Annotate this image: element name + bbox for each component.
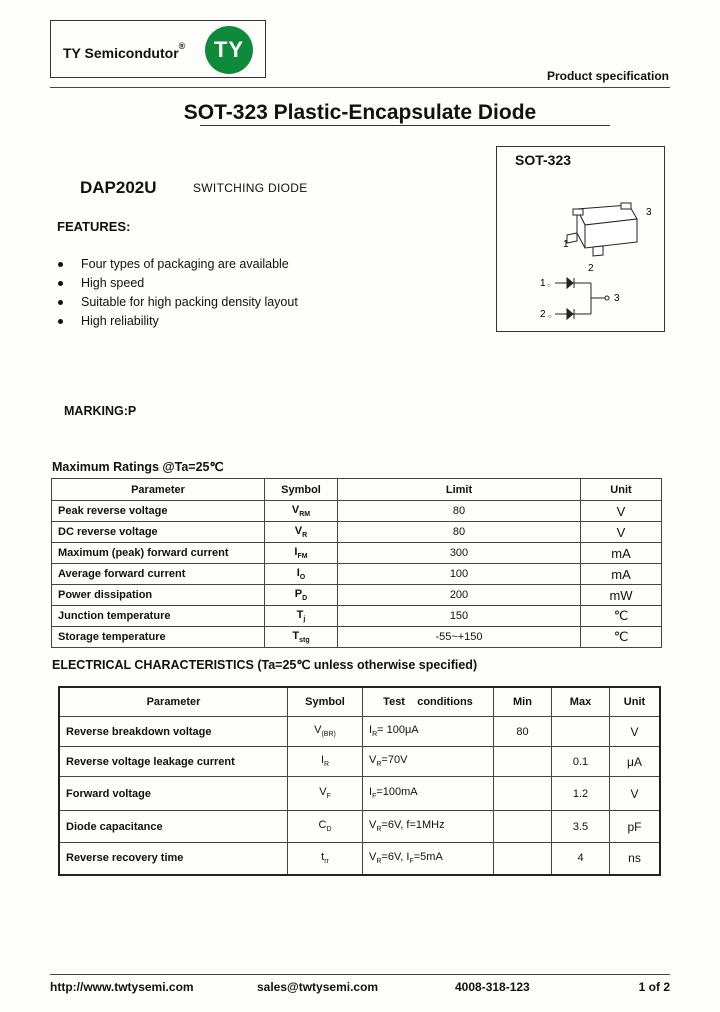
table-cell: Reverse breakdown voltage	[59, 717, 288, 747]
bullet-icon	[58, 262, 63, 267]
table-cell: 1.2	[552, 777, 610, 811]
electrical-table	[58, 686, 661, 876]
table-cell: $T_j$	[265, 606, 338, 627]
table-cell: μA	[610, 747, 661, 777]
table-row	[52, 606, 662, 627]
table-cell: 80	[338, 522, 581, 543]
table-row	[59, 747, 660, 777]
table-cell: 3.5	[552, 811, 610, 843]
feature-item: High reliability	[58, 314, 159, 328]
table-cell: $P_D$	[265, 585, 338, 606]
schematic-pin3-label: 3	[614, 293, 620, 304]
pin3-label: 3	[646, 207, 652, 218]
table-cell: V	[581, 501, 662, 522]
table-header-row	[52, 479, 662, 501]
table-row	[52, 564, 662, 585]
table-row	[59, 843, 660, 875]
bullet-icon	[58, 300, 63, 305]
table-cell: -55~+150	[338, 627, 581, 648]
table-cell: $V_R=6V$, $I_F=5mA$	[363, 843, 494, 875]
table-cell: Reverse recovery time	[59, 843, 288, 875]
table-cell: pF	[610, 811, 661, 843]
table-cell: Peak reverse voltage	[52, 501, 265, 522]
table-row	[52, 501, 662, 522]
max-ratings-heading: Maximum Ratings @Ta=25℃	[52, 460, 224, 474]
footer-divider	[50, 974, 670, 975]
table-cell: $C_D$	[288, 811, 363, 843]
col-header: Limit	[338, 479, 581, 501]
table-cell: $I_R= 100\mu A$	[363, 717, 494, 747]
product-spec-label: Product specification	[546, 69, 669, 83]
table-cell: $I_F=100mA$	[363, 777, 494, 811]
table-cell: V	[610, 777, 661, 811]
table-cell: $V_{RM}$	[265, 501, 338, 522]
col-header: Symbol	[265, 479, 338, 501]
bullet-icon	[58, 319, 63, 324]
col-header: Test conditions	[363, 687, 494, 717]
footer-website-link[interactable]: http://www.twtysemi.com	[50, 980, 194, 994]
table-cell: DC reverse voltage	[52, 522, 265, 543]
table-cell: 100	[338, 564, 581, 585]
table-cell	[494, 747, 552, 777]
company-name: TY Semicondutor®	[63, 41, 186, 61]
col-header: Unit	[581, 479, 662, 501]
table-cell	[494, 843, 552, 875]
features-heading: FEATURES:	[57, 219, 131, 234]
schematic-pin2-label: 2	[540, 309, 546, 320]
feature-item: Suitable for high packing density layout	[58, 295, 298, 309]
feature-item: Four types of packaging are available	[58, 257, 289, 271]
col-header: Min	[494, 687, 552, 717]
table-cell: ns	[610, 843, 661, 875]
table-cell: Storage temperature	[52, 627, 265, 648]
table-row	[52, 585, 662, 606]
table-row	[52, 522, 662, 543]
table-cell: V	[581, 522, 662, 543]
col-header: Parameter	[59, 687, 288, 717]
table-row	[52, 627, 662, 648]
table-cell: Maximum (peak) forward current	[52, 543, 265, 564]
table-cell: 300	[338, 543, 581, 564]
feature-item: High speed	[58, 276, 144, 290]
table-cell: $I_{FM}$	[265, 543, 338, 564]
package-label: SOT-323	[515, 152, 572, 168]
schematic-pin1-node: ○	[547, 283, 551, 289]
table-cell: $I_R$	[288, 747, 363, 777]
table-cell: Forward voltage	[59, 777, 288, 811]
table-cell	[494, 777, 552, 811]
col-header: Max	[552, 687, 610, 717]
title-underline	[200, 125, 610, 126]
footer-phone: 4008-318-123	[455, 980, 530, 994]
max-ratings-table	[51, 478, 662, 648]
table-row	[59, 717, 660, 747]
part-description: SWITCHING DIODE	[193, 181, 308, 195]
table-cell: mW	[581, 585, 662, 606]
table-cell: Power dissipation	[52, 585, 265, 606]
package-diagram	[496, 146, 665, 332]
table-cell: $V_R$	[265, 522, 338, 543]
table-cell: mA	[581, 564, 662, 585]
page-number: 1 of 2	[638, 980, 670, 994]
table-cell	[552, 717, 610, 747]
table-cell: $t_{rr}$	[288, 843, 363, 875]
sot323-package-icon	[567, 203, 637, 256]
footer-email-link[interactable]: sales@twtysemi.com	[257, 980, 379, 994]
table-cell	[494, 811, 552, 843]
table-cell: 4	[552, 843, 610, 875]
col-header: Unit	[610, 687, 661, 717]
table-cell: $I_O$	[265, 564, 338, 585]
table-cell: $V_R=70V$	[363, 747, 494, 777]
diode-schematic-icon	[555, 278, 609, 319]
package-drawing	[497, 147, 664, 331]
table-cell: 150	[338, 606, 581, 627]
logo-badge: TY	[205, 26, 253, 74]
table-row	[59, 811, 660, 843]
page-title: SOT-323 Plastic-Encapsulate Diode	[183, 101, 537, 124]
table-header-row	[59, 687, 660, 717]
col-header: Symbol	[288, 687, 363, 717]
table-cell: $T_{stg}$	[265, 627, 338, 648]
schematic-pin1-label: 1	[540, 278, 546, 289]
table-row	[59, 777, 660, 811]
table-row	[52, 543, 662, 564]
table-cell: 80	[494, 717, 552, 747]
pin1-label: 1	[563, 239, 569, 250]
table-cell: $V_{(BR)}$	[288, 717, 363, 747]
table-cell: mA	[581, 543, 662, 564]
col-header: Parameter	[52, 479, 265, 501]
table-cell: $V_F$	[288, 777, 363, 811]
table-cell: Average forward current	[52, 564, 265, 585]
table-cell: V	[610, 717, 661, 747]
table-cell: 200	[338, 585, 581, 606]
table-cell: 80	[338, 501, 581, 522]
marking-label: MARKING:P	[64, 404, 137, 418]
table-cell: Reverse voltage leakage current	[59, 747, 288, 777]
schematic-pin2-node: ○	[548, 314, 552, 320]
pin2-label: 2	[588, 263, 594, 274]
bullet-icon	[58, 281, 63, 286]
company-logo	[50, 20, 266, 78]
header-divider	[50, 87, 670, 88]
table-cell: Diode capacitance	[59, 811, 288, 843]
table-cell: ℃	[581, 606, 662, 627]
table-cell: 0.1	[552, 747, 610, 777]
table-cell: $V_R=6V$, f=1MHz	[363, 811, 494, 843]
electrical-heading: ELECTRICAL CHARACTERISTICS (Ta=25℃ unless otherwise specified)	[52, 658, 478, 672]
part-number: DAP202U	[80, 178, 157, 197]
table-cell: ℃	[581, 627, 662, 648]
table-cell: Junction temperature	[52, 606, 265, 627]
